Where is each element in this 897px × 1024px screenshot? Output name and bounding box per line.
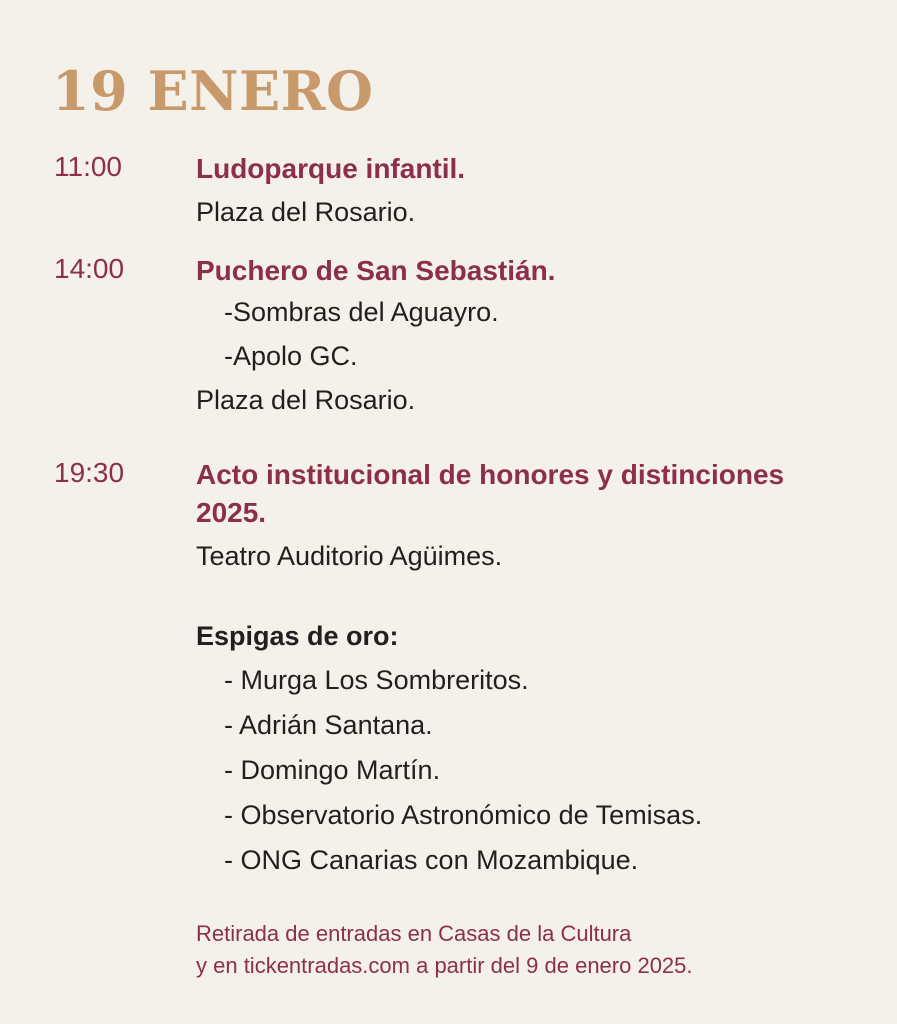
- event-time: 19:30: [54, 457, 125, 488]
- event-title: Puchero de San Sebastián.: [196, 255, 556, 286]
- footer-line: Retirada de entradas en Casas de la Cultura: [196, 921, 632, 946]
- event-venue: Plaza del Rosario.: [196, 385, 416, 415]
- event-venue: Plaza del Rosario.: [196, 197, 416, 227]
- date-heading: 19 ENERO: [52, 59, 374, 123]
- event-title: Ludoparque infantil.: [196, 153, 466, 184]
- event-details: [196, 150, 846, 234]
- event-details: [196, 456, 846, 883]
- award-item: - Adrián Santana.: [224, 710, 433, 740]
- event-time: 14:00: [54, 253, 125, 284]
- awards-heading: Espigas de oro:: [196, 621, 399, 651]
- performer-item: -Apolo GC.: [224, 341, 358, 371]
- event-time: 11:00: [54, 151, 122, 182]
- spacer: [196, 578, 846, 614]
- award-item: - ONG Canarias con Mozambique.: [224, 845, 639, 875]
- event-title-line2: 2025.: [196, 497, 267, 528]
- event-details: [196, 252, 846, 422]
- award-item: - Domingo Martín.: [224, 755, 441, 785]
- event-venue: Teatro Auditorio Agüimes.: [196, 541, 503, 571]
- award-item: - Murga Los Sombreritos.: [224, 665, 529, 695]
- award-item: - Observatorio Astronómico de Temisas.: [224, 800, 703, 830]
- ticket-info-footer: [196, 918, 876, 982]
- performer-item: -Sombras del Aguayro.: [224, 297, 499, 327]
- footer-line: y en tickentradas.com a partir del 9 de enero 2025.: [196, 953, 693, 978]
- event-title-line1: Acto institucional de honores y distinciones: [196, 459, 785, 490]
